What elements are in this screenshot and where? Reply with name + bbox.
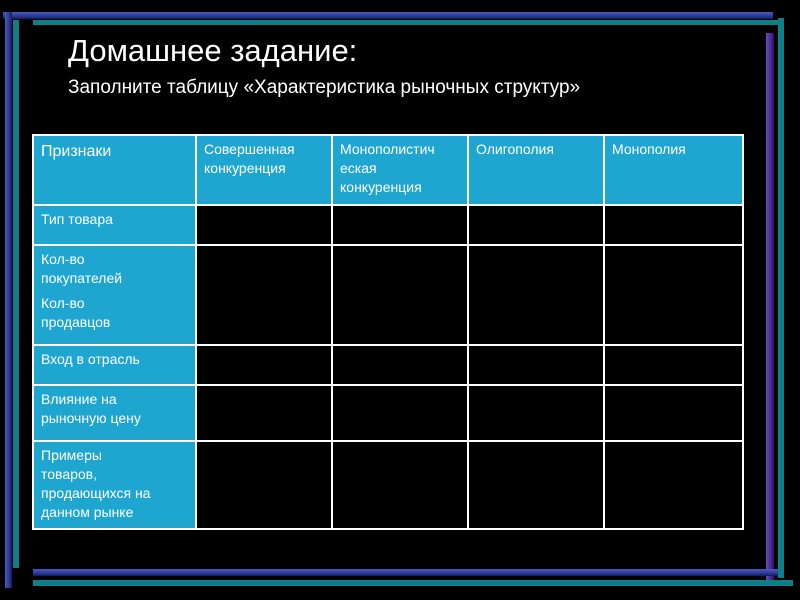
table-header-row: [33, 135, 743, 205]
decorative-stripe-left: [13, 20, 19, 568]
decorative-bar-bottom: [33, 569, 778, 576]
row-label-line: Тип товара: [41, 211, 113, 227]
header-cell-features: Признаки: [33, 135, 196, 205]
table-cell-empty[interactable]: [468, 345, 604, 385]
row-label-price-influence: [33, 385, 196, 441]
row-label-line: покупателей: [41, 270, 123, 286]
table-cell-empty[interactable]: [196, 205, 332, 245]
decorative-stripe-top: [33, 20, 778, 25]
table-cell-empty[interactable]: [196, 245, 332, 345]
table-cell-empty[interactable]: [196, 345, 332, 385]
row-label-product-type: [33, 205, 196, 245]
table-cell-empty[interactable]: [604, 441, 743, 529]
row-label-buyers-sellers: [33, 245, 196, 345]
table-row: [33, 345, 743, 385]
table-cell-empty[interactable]: [468, 245, 604, 345]
table-row: [33, 205, 743, 245]
table-cell-empty[interactable]: [332, 441, 468, 529]
table-cell-empty[interactable]: [332, 385, 468, 441]
table-cell-empty[interactable]: [604, 245, 743, 345]
table-cell-empty[interactable]: [196, 441, 332, 529]
header-line: Совершенная: [204, 141, 295, 157]
table-row: [33, 245, 743, 345]
slide-subtitle: Заполните таблицу «Характеристика рыночных структур»: [68, 77, 581, 98]
row-label-line: Кол-во: [41, 251, 85, 267]
row-label-line: Влияние на: [41, 391, 117, 407]
decorative-bar-left: [5, 12, 12, 588]
row-label-line: товаров,: [41, 466, 98, 482]
table-cell-empty[interactable]: [604, 385, 743, 441]
decorative-stripe-right: [778, 18, 784, 578]
decorative-stripe-bottom: [33, 580, 793, 586]
table-cell-empty[interactable]: [196, 385, 332, 441]
row-label-line: Вход в отрасль: [41, 351, 140, 367]
row-label-line: рыночную цену: [41, 410, 141, 426]
decorative-bar-top: [3, 12, 773, 19]
header-line: конкуренция: [340, 179, 422, 195]
table-cell-empty[interactable]: [468, 385, 604, 441]
header-line: Монополистич: [340, 141, 435, 157]
row-label-line: продавцов: [41, 314, 111, 330]
table-cell-empty[interactable]: [468, 205, 604, 245]
table-cell-empty[interactable]: [332, 245, 468, 345]
decorative-bar-right: [766, 33, 774, 581]
row-label-line: Кол-во: [41, 295, 85, 311]
row-label-line: продающихся на: [41, 485, 151, 501]
header-line: конкуренция: [204, 160, 286, 176]
header-cell-monopoly: Монополия: [604, 135, 743, 205]
header-cell-oligopoly: Олигополия: [468, 135, 604, 205]
slide-title: Домашнее задание:: [68, 33, 358, 68]
market-structures-table: [32, 134, 744, 530]
header-cell-perfect-competition: [196, 135, 332, 205]
table-cell-empty[interactable]: [604, 345, 743, 385]
table-cell-empty[interactable]: [332, 345, 468, 385]
table-cell-empty[interactable]: [604, 205, 743, 245]
row-label-market-entry: [33, 345, 196, 385]
row-label-line: данном рынке: [41, 504, 134, 520]
header-cell-monopolistic-competition: [332, 135, 468, 205]
table-cell-empty[interactable]: [332, 205, 468, 245]
header-line: еская: [340, 160, 377, 176]
row-label-line: Примеры: [41, 447, 102, 463]
row-label-product-examples: [33, 441, 196, 529]
table-row: [33, 441, 743, 529]
table-row: [33, 385, 743, 441]
table-cell-empty[interactable]: [468, 441, 604, 529]
